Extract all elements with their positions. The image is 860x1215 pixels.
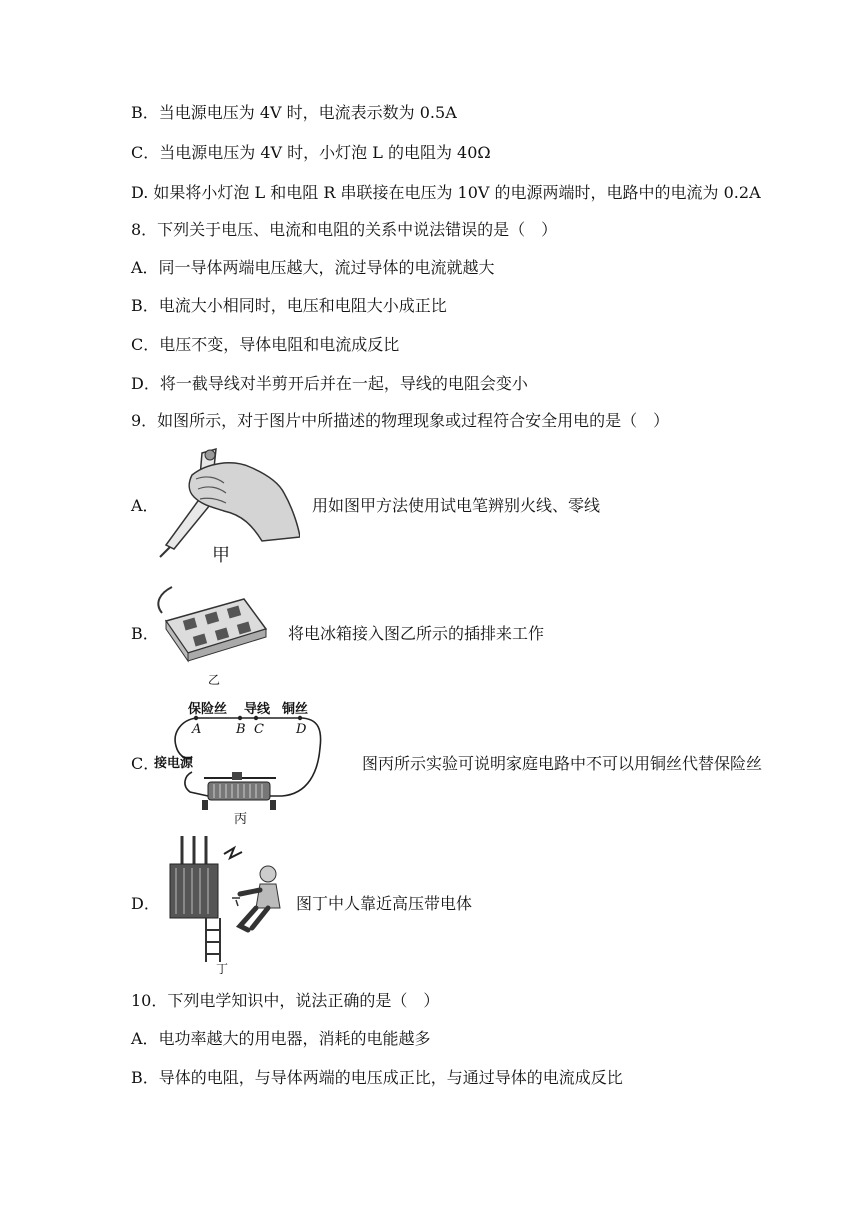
q7-option-d: D. 如果将小灯泡 L 和电阻 R 串联接在电压为 10V 的电源两端时，电路中的电流为 0.2A	[131, 183, 761, 202]
q10-option-a: A．电功率越大的用电器，消耗的电能越多	[131, 1029, 431, 1048]
q8-option-b: B．电流大小相同时，电压和电阻大小成正比	[131, 296, 447, 315]
q9-option-c-letter: C．	[131, 754, 160, 773]
point-c-label: C	[254, 722, 264, 737]
fuse-label: 保险丝	[188, 702, 228, 717]
q9-option-b-text: 将电冰箱接入图乙所示的插排来工作	[288, 624, 545, 643]
point-d-label: D	[296, 722, 307, 737]
fuse-circuit-figure	[152, 696, 352, 826]
point-a-label: A	[192, 722, 202, 737]
q10-stem: 10．下列电学知识中，说法正确的是（ ）	[131, 991, 440, 1010]
q7-option-b: B．当电源电压为 4V 时，电流表示数为 0.5A	[131, 103, 457, 122]
q10-option-b: B．导体的电阻，与导体两端的电压成正比，与通过导体的电流成反比	[131, 1068, 623, 1087]
test-pen-figure	[152, 445, 300, 567]
high-voltage-figure	[152, 834, 292, 976]
q9-option-d-letter: D．	[131, 894, 160, 913]
figure-label-jia: 甲	[212, 545, 230, 566]
q9-stem: 9．如图所示，对于图片中所描述的物理现象或过程符合安全用电的是（ ）	[131, 411, 670, 430]
q9-option-d-text: 图丁中人靠近高压带电体	[296, 894, 473, 913]
copper-label: 铜丝	[282, 702, 309, 717]
q9-option-b-letter: B．	[131, 624, 159, 643]
q9-option-a-text: 用如图甲方法使用试电笔辨别火线、零线	[312, 496, 601, 515]
figure-label-bing: 丙	[234, 812, 248, 827]
point-b-label: B	[236, 722, 246, 737]
figure-label-ding: 丁	[216, 962, 229, 976]
q9-option-c-text: 图丙所示实验可说明家庭电路中不可以用铜丝代替保险丝	[362, 754, 763, 773]
q8-option-a: A．同一导体两端电压越大，流过导体的电流就越大	[131, 258, 495, 277]
power-strip-figure	[152, 583, 276, 689]
q7-option-c: C．当电源电压为 4V 时，小灯泡 L 的电阻为 40Ω	[131, 143, 491, 162]
power-supply-label: 接电源	[154, 756, 194, 771]
q8-stem: 8．下列关于电压、电流和电阻的关系中说法错误的是（ ）	[131, 220, 558, 239]
figure-label-yi: 乙	[208, 673, 221, 687]
q8-option-c: C．电压不变，导体电阻和电流成反比	[131, 335, 400, 354]
wire-label: 导线	[244, 702, 271, 717]
q9-option-a-letter: A．	[131, 496, 159, 515]
q8-option-d: D．将一截导线对半剪开后并在一起，导线的电阻会变小	[131, 374, 528, 393]
